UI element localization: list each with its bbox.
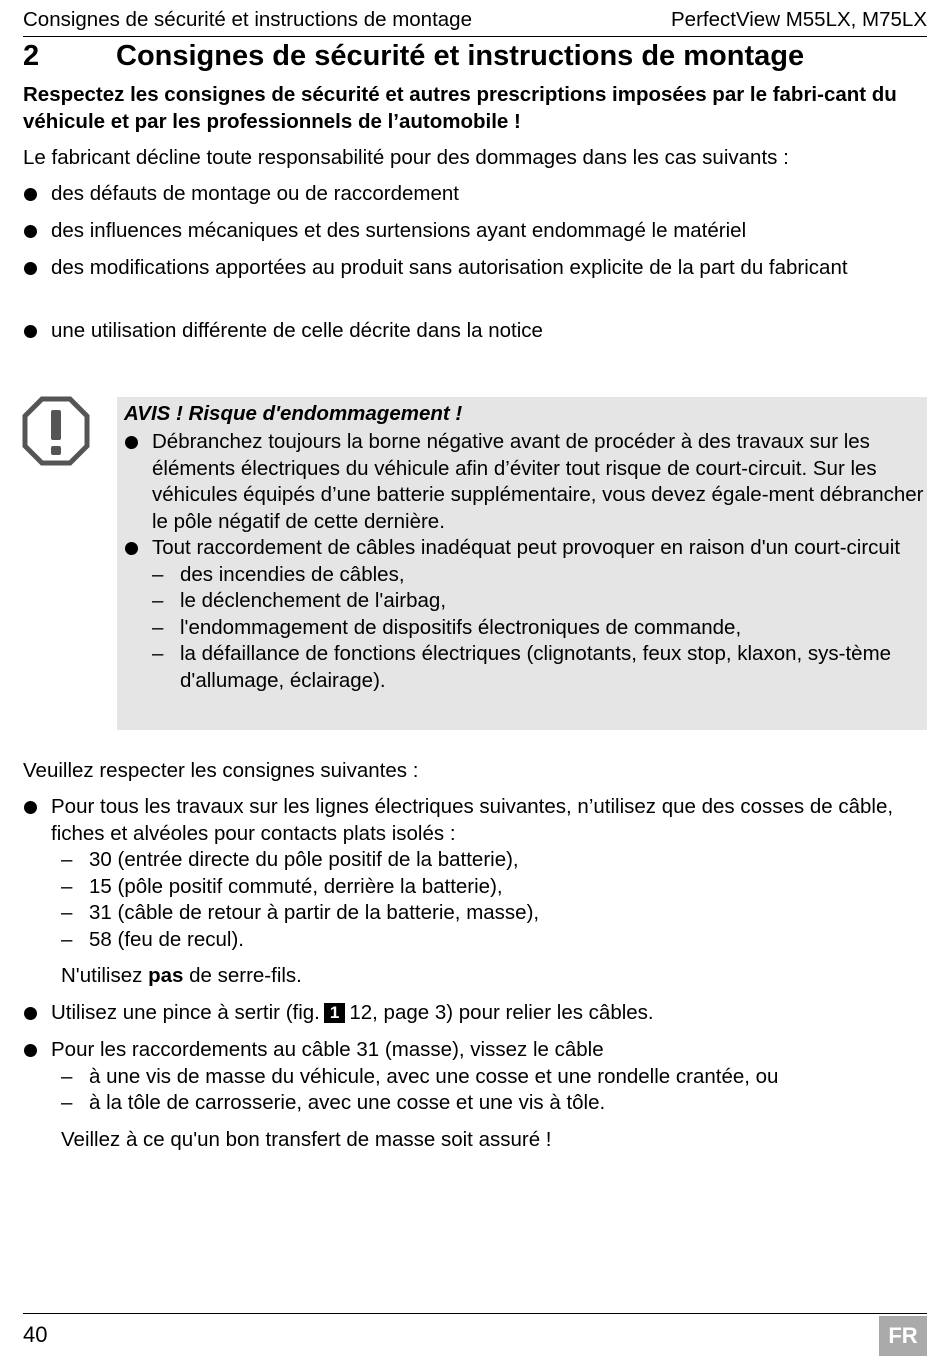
list-item: – à une vis de masse du véhicule, avec une cosse et une rondelle crantée, ou: [61, 1064, 779, 1088]
list-item: Pour tous les travaux sur les lignes électriques suivantes, n’utilisez que des cosses de câble, fiches et alvéoles pour contacts plats isolés : – 30 (entrée directe du pôle positif de la batterie), – 15 (pôle positif commuté, derrière la batterie), – 31 (câble de retour à partir de la batterie, masse), – 58 (feu de recul). N'utilisez pas de serre-fils.: [23, 794, 927, 990]
notice-bullet: Débranchez toujours la borne négative avant de procéder à des travaux sur les éléments électriques du véhicule afin d’éviter tout risque de court-circuit. Sur les véhicules équipés d’une batterie supplémentaire, vous devez égale-ment débrancher le pôle négatif de cette dernière.: [124, 429, 924, 535]
notice-title: AVIS ! Risque d'endommagement !: [124, 402, 463, 425]
list-item: – 30 (entrée directe du pôle positif de la batterie),: [61, 848, 519, 871]
figure-badge: 1: [324, 1003, 345, 1023]
language-tab: FR: [879, 1316, 927, 1356]
item-note: N'utilisez pas de serre-fils.: [61, 964, 302, 987]
list-item: – 58 (feu de recul).: [61, 927, 244, 951]
footer-rule: [23, 1313, 927, 1314]
notice-bullet: Tout raccordement de câbles inadéquat peut provoquer en raison d'un court-circuit – des incendies de câbles, – le déclenchement de l'airbag, – l'endommagement de dispositifs électroniques de commande, – la défaillance de fonctions électriques (clignotants, feux stop, klaxon, sys-tème d'allumage, éclairage).: [124, 535, 924, 694]
liability-lead: Le fabricant décline toute responsabilité pour des dommages dans les cas suivants :: [23, 146, 789, 169]
list-item: – le déclenchement de l'airbag,: [152, 589, 447, 612]
header-chapter: Consignes de sécurité et instructions de montage: [23, 8, 472, 31]
notice-box: [117, 397, 927, 730]
bullet-icon: [125, 436, 138, 449]
page-header: [23, 6, 927, 37]
list-item: – 15 (pôle positif commuté, derrière la batterie),: [61, 874, 503, 898]
list-item: – 31 (câble de retour à partir de la batterie, masse),: [61, 901, 540, 924]
bullet-icon: [24, 1044, 37, 1057]
bullet-icon: [24, 225, 37, 238]
item-note: Veillez à ce qu'un bon transfert de masse soit assuré !: [61, 1127, 552, 1151]
bullet-icon: [24, 188, 37, 201]
list-item: des influences mécaniques et des surtensions ayant endommagé le matériel: [23, 218, 927, 245]
list-item: Utilisez une pince à sertir (fig. 1 12, page 3) pour relier les câbles.: [23, 1000, 927, 1027]
bullet-icon: [24, 325, 37, 338]
instructions-lead: Veuillez respecter les consignes suivantes :: [23, 759, 419, 782]
bullet-icon: [125, 542, 138, 555]
list-item: – des incendies de câbles,: [152, 562, 405, 586]
list-item: une utilisation différente de celle décrite dans la notice: [23, 318, 927, 345]
section-title: Consignes de sécurité et instructions de montage: [116, 40, 805, 72]
warning-octagon-icon: [22, 396, 90, 466]
list-item: des défauts de montage ou de raccordement: [23, 181, 927, 208]
bullet-icon: [24, 801, 37, 814]
intro-warning: Respectez les consignes de sécurité et autres prescriptions imposées par le fabri-cant du véhicule et par les professionnels de l’automobile !: [23, 83, 897, 133]
list-item: – à la tôle de carrosserie, avec une cosse et une vis à tôle.: [61, 1091, 606, 1114]
bullet-icon: [24, 262, 37, 275]
list-item: – l'endommagement de dispositifs électroniques de commande,: [152, 615, 742, 639]
section-number: 2: [23, 40, 40, 72]
list-item: Pour les raccordements au câble 31 (masse), vissez le câble – à une vis de masse du véhicule, avec une cosse et une rondelle crantée, ou – à la tôle de carrosserie, avec une cosse et une vis à tôle. Veillez à ce qu'un bon transfert de masse soit assuré !: [23, 1037, 927, 1153]
page-number: 40: [23, 1322, 48, 1347]
bullet-icon: [24, 1007, 37, 1020]
list-item: – la défaillance de fonctions électriques (clignotants, feux stop, klaxon, sys-tème d'allumage, éclairage).: [152, 642, 892, 692]
section-heading: [23, 40, 804, 73]
header-product: PerfectView M55LX, M75LX: [671, 8, 927, 31]
list-item: des modifications apportées au produit sans autorisation explicite de la part du fabricant: [23, 255, 927, 282]
